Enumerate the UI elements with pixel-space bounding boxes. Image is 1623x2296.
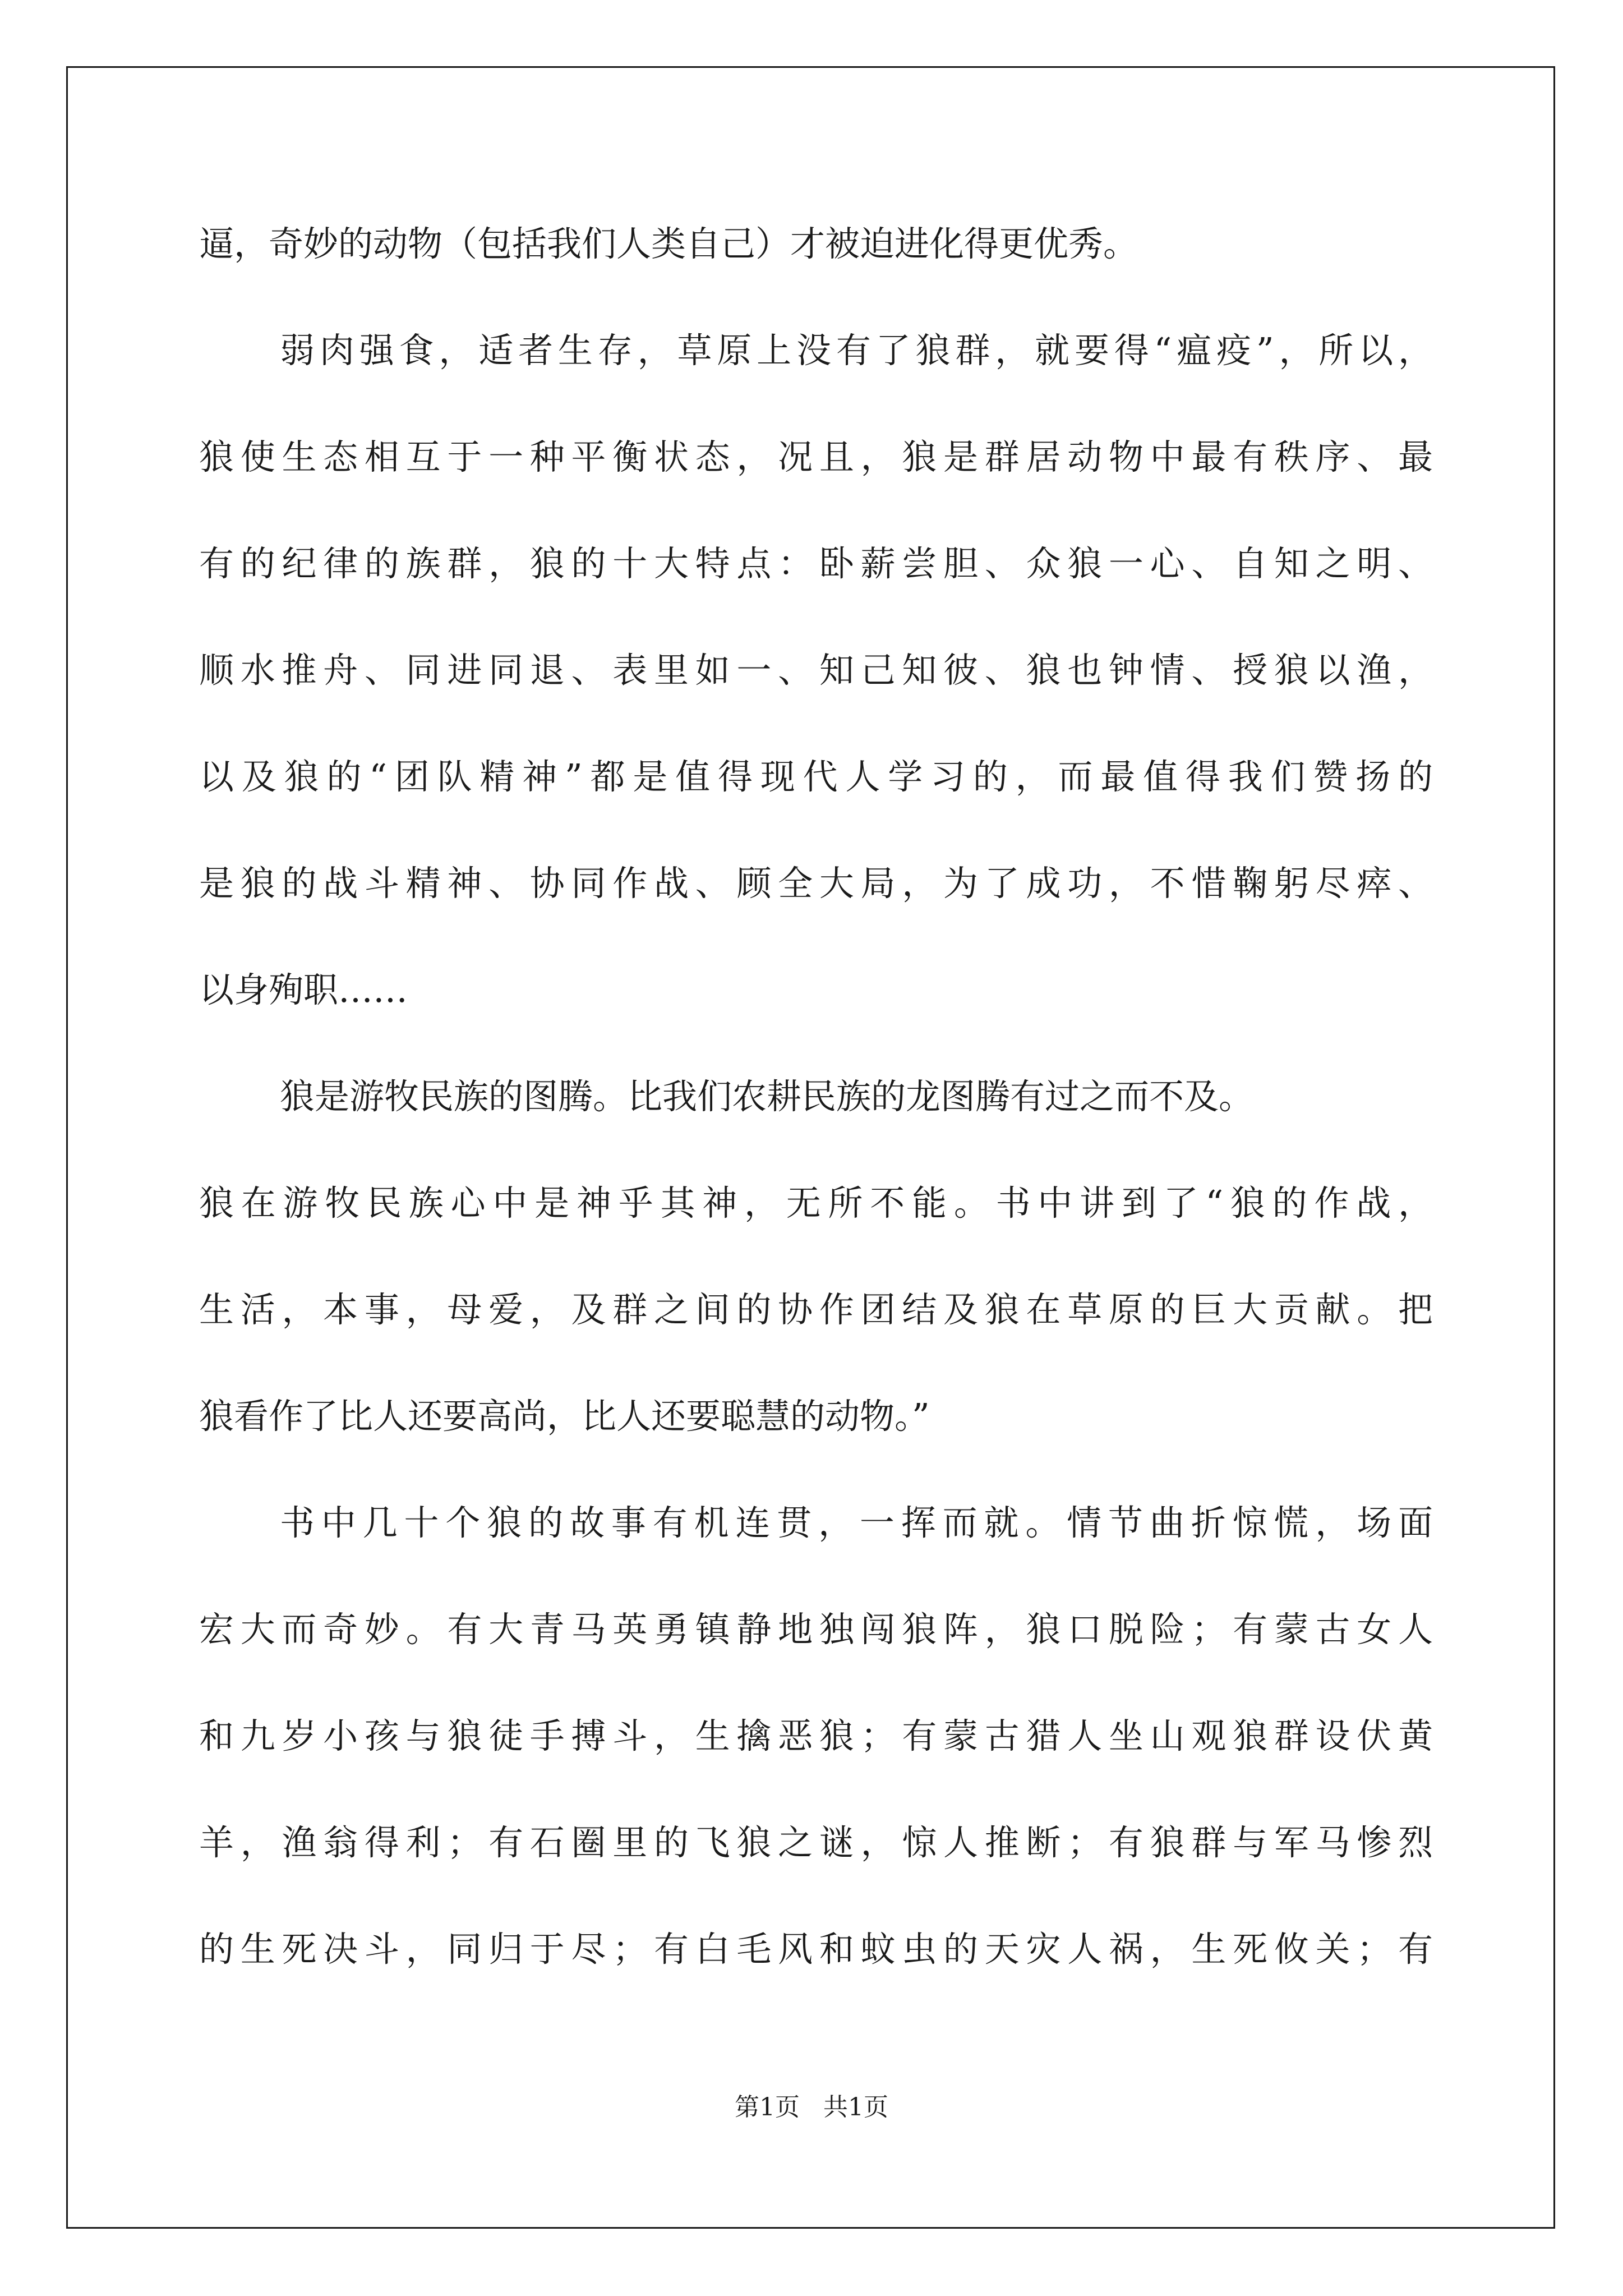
page-footer: 第1页 共1页: [735, 2093, 888, 2122]
text-line-2: 弱肉强食，适者生存，草原上没有了狼群，就要得“瘟疫”，所以，: [280, 330, 1433, 371]
text-line-12: 狼看作了比人还要高尚，比人还要聪慧的动物。”: [199, 1396, 930, 1437]
text-line-9: 狼是游牧民族的图腾。比我们农耕民族的龙图腾有过之而不及。: [280, 1076, 1254, 1117]
text-line-8: 以身殉职……: [199, 969, 408, 1010]
text-line-11: 生活，本事，母爱，及群之间的协作团结及狼在草原的巨大贡献。把: [199, 1289, 1433, 1330]
text-line-13: 书中几十个狼的故事有机连贯，一挥而就。情节曲折惊慌，场面: [280, 1502, 1433, 1543]
text-line-10: 狼在游牧民族心中是神乎其神，无所不能。书中讲到了“狼的作战，: [199, 1182, 1433, 1223]
document-body: [199, 210, 1433, 2022]
text-line-14: 宏大而奇妙。有大青马英勇镇静地独闯狼阵，狼口脱险；有蒙古女人: [199, 1609, 1433, 1650]
text-line-6: 以及狼的“团队精神”都是值得现代人学习的，而最值得我们赞扬的: [199, 756, 1433, 797]
text-line-16: 羊，渔翁得利；有石圈里的飞狼之谜，惊人推断；有狼群与军马惨烈: [199, 1822, 1433, 1863]
text-line-7: 是狼的战斗精神、协同作战、顾全大局，为了成功，不惜鞠躬尽瘁、: [199, 863, 1433, 904]
text-line-5: 顺水推舟、同进同退、表里如一、知己知彼、狼也钟情、授狼以渔，: [199, 650, 1433, 691]
text-line-17: 的生死决斗，同归于尽；有白毛风和蚊虫的天灾人祸，生死攸关；有: [199, 1929, 1433, 1970]
text-line-1: 逼，奇妙的动物（包括我们人类自己）才被迫进化得更优秀。: [199, 223, 1138, 264]
text-line-4: 有的纪律的族群，狼的十大特点：卧薪尝胆、众狼一心、自知之明、: [199, 543, 1433, 584]
text-line-3: 狼使生态相互于一种平衡状态，况且，狼是群居动物中最有秩序、最: [199, 436, 1433, 477]
text-line-15: 和九岁小孩与狼徒手搏斗，生擒恶狼；有蒙古猎人坐山观狼群设伏黄: [199, 1715, 1433, 1756]
